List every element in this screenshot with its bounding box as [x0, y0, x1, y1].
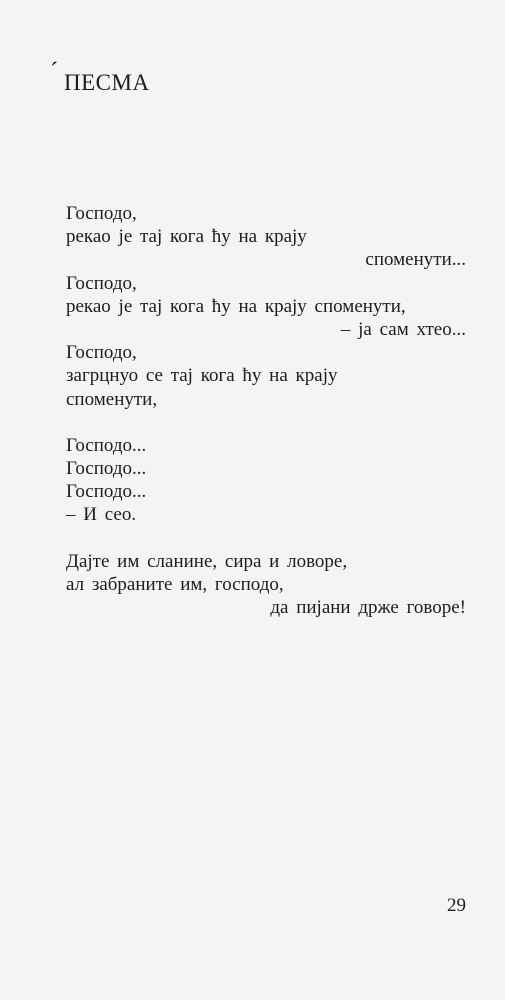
poem-line: споменути,: [66, 388, 158, 410]
poem-line: Господо...: [66, 434, 147, 456]
poem-line: Господо,: [66, 272, 137, 294]
poem-line: рекао је тај кога ћу на крају: [66, 226, 307, 248]
poem-line: Дајте им сланине, сира и ловоре,: [66, 550, 348, 572]
poem-line: споменути...: [365, 249, 466, 271]
poem-line: ал забраните им, господо,: [66, 573, 284, 595]
poem-body: [66, 202, 466, 619]
poem-line: рекао је тај кога ћу на крају споменути,: [66, 295, 406, 317]
page-number: 29: [447, 895, 466, 916]
poem-line: Господо,: [66, 342, 137, 364]
stanza-break: [66, 527, 466, 550]
poem-line: Господо,: [66, 203, 137, 224]
poem-line: Господо...: [66, 481, 147, 503]
poem-line: да пијани држе говоре!: [270, 597, 466, 619]
poem-line: – ја сам хтео...: [340, 319, 466, 341]
poem-line: загрцнуо се тај кога ћу на крају: [66, 365, 338, 387]
poem-line: Господо...: [66, 458, 147, 480]
poem-title: ПЕСМА: [64, 70, 150, 95]
title-accent-mark: ´: [50, 59, 58, 85]
stanza-break: [66, 411, 466, 434]
poem-line: – И сео.: [66, 504, 137, 526]
